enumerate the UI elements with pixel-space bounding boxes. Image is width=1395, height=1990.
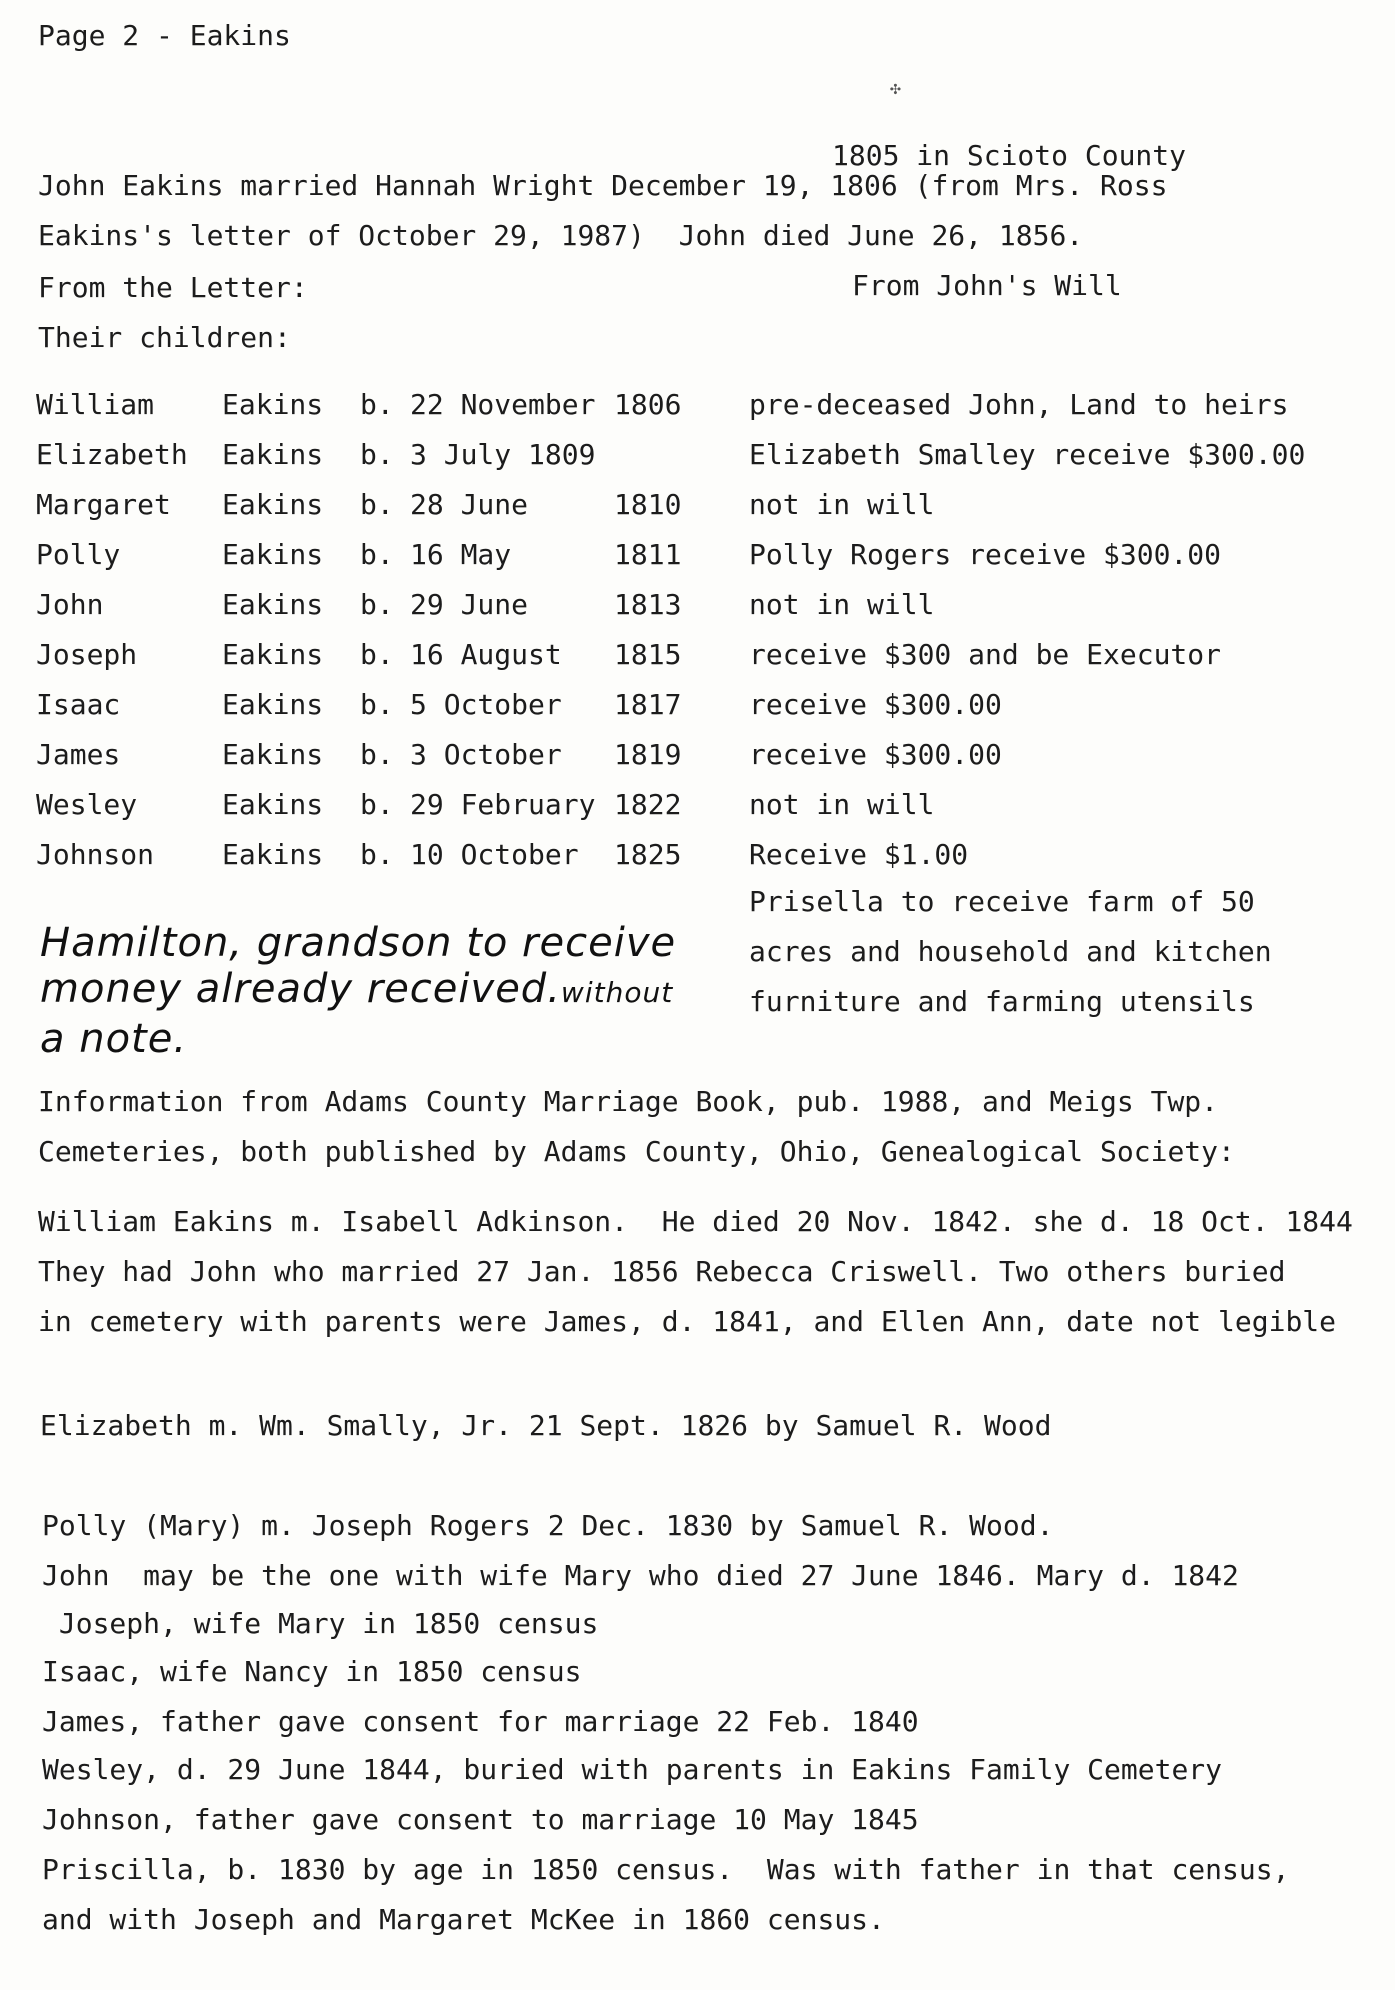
- william-line-2: They had John who married 27 Jan. 1856 Rebecca Criswell. Two others buried: [38, 1255, 1286, 1288]
- child-first-name: Margaret: [36, 488, 171, 521]
- child-last-name: Eakins: [222, 638, 324, 671]
- child-first-name: John: [36, 588, 104, 621]
- birth-year: 1810: [614, 488, 682, 521]
- william-line-1: William Eakins m. Isabell Adkinson. He died 20 Nov. 1842. she d. 18 Oct. 1844: [38, 1205, 1353, 1238]
- final-line-wesley: Wesley, d. 29 June 1844, buried with parents in Eakins Family Cemetery: [42, 1753, 1223, 1786]
- child-last-name: Eakins: [222, 388, 324, 421]
- intro-line-1: John Eakins married Hannah Wright December 19, 1806 (from Mrs. Ross: [38, 169, 1168, 202]
- child-first-name: Isaac: [36, 688, 121, 721]
- birth-date: 16 August: [410, 638, 562, 671]
- birth-date: 16 May: [410, 538, 512, 571]
- handwritten-line-2-small: without: [560, 976, 674, 1009]
- final-line-isaac: Isaac, wife Nancy in 1850 census: [42, 1655, 582, 1688]
- born-abbrev: b.: [360, 388, 394, 421]
- final-line-priscilla-cont: and with Joseph and Margaret McKee in 1860 census.: [42, 1903, 885, 1936]
- from-letter-label: From the Letter:: [38, 271, 308, 304]
- born-abbrev: b.: [360, 538, 394, 571]
- child-last-name: Eakins: [222, 438, 324, 471]
- birth-date: 29 February: [410, 788, 596, 821]
- will-note: Polly Rogers receive $300.00: [749, 538, 1222, 571]
- handwritten-line-1: Hamilton, grandson to receive: [40, 920, 677, 966]
- child-first-name: Elizabeth: [36, 438, 188, 471]
- sources-line-1: Information from Adams County Marriage Book, pub. 1988, and Meigs Twp.: [38, 1085, 1219, 1118]
- born-abbrev: b.: [360, 438, 394, 471]
- child-last-name: Eakins: [222, 838, 324, 871]
- born-abbrev: b.: [360, 738, 394, 771]
- final-line-priscilla: Priscilla, b. 1830 by age in 1850 census. Was with father in that census,: [42, 1853, 1290, 1886]
- will-note: not in will: [749, 588, 935, 621]
- final-line-john: John may be the one with wife Mary who died 27 June 1846. Mary d. 1842: [42, 1559, 1239, 1592]
- born-abbrev: b.: [360, 688, 394, 721]
- final-line-johnson: Johnson, father gave consent to marriage 10 May 1845: [42, 1803, 919, 1836]
- handwritten-line-2-text: money already received.: [40, 966, 561, 1012]
- elizabeth-line: Elizabeth m. Wm. Smally, Jr. 21 Sept. 1826 by Samuel R. Wood: [40, 1409, 1052, 1442]
- from-will-label: From John's Will: [852, 269, 1122, 302]
- their-children-label: Their children:: [38, 321, 291, 354]
- final-line-polly: Polly (Mary) m. Joseph Rogers 2 Dec. 1830 by Samuel R. Wood.: [42, 1509, 1054, 1542]
- born-abbrev: b.: [360, 838, 394, 871]
- birth-year: 1819: [614, 738, 682, 771]
- child-last-name: Eakins: [222, 488, 324, 521]
- birth-year: 1813: [614, 588, 682, 621]
- william-line-3: in cemetery with parents were James, d. 1841, and Ellen Ann, date not legible: [38, 1305, 1337, 1338]
- born-abbrev: b.: [360, 638, 394, 671]
- birth-date: 3 October: [410, 738, 562, 771]
- birth-date: 28 June: [410, 488, 529, 521]
- birth-year: 1811: [614, 538, 682, 571]
- born-abbrev: b.: [360, 488, 394, 521]
- child-last-name: Eakins: [222, 588, 324, 621]
- child-first-name: Johnson: [36, 838, 155, 871]
- final-line-james: James, father gave consent for marriage 22 Feb. 1840: [42, 1705, 919, 1738]
- birth-year: 1815: [614, 638, 682, 671]
- birth-year: 1806: [614, 388, 682, 421]
- will-note: not in will: [749, 788, 935, 821]
- birth-year: 1825: [614, 838, 682, 871]
- birth-year: 1822: [614, 788, 682, 821]
- ink-speck: ✣: [890, 78, 901, 99]
- child-last-name: Eakins: [222, 538, 324, 571]
- child-first-name: Wesley: [36, 788, 138, 821]
- child-first-name: Polly: [36, 538, 121, 571]
- will-note: not in will: [749, 488, 935, 521]
- birth-date: 29 June: [410, 588, 529, 621]
- priscella-will-line-2: acres and household and kitchen: [749, 935, 1272, 968]
- child-last-name: Eakins: [222, 738, 324, 771]
- will-note: receive $300.00: [749, 738, 1002, 771]
- will-note: Receive $1.00: [749, 838, 969, 871]
- will-note: receive $300.00: [749, 688, 1002, 721]
- child-first-name: Joseph: [36, 638, 138, 671]
- birth-year: 1817: [614, 688, 682, 721]
- will-note: pre-deceased John, Land to heirs: [749, 388, 1289, 421]
- insert-note: 1805 in Scioto County: [832, 139, 1187, 172]
- born-abbrev: b.: [360, 588, 394, 621]
- handwritten-line-3: a note.: [40, 1016, 188, 1062]
- birth-date: 5 October: [410, 688, 562, 721]
- priscella-will-line-3: furniture and farming utensils: [749, 985, 1255, 1018]
- handwritten-note: [40, 920, 676, 1062]
- birth-date: 22 November: [410, 388, 596, 421]
- page-label: Page 2 - Eakins: [38, 19, 291, 52]
- born-abbrev: b.: [360, 788, 394, 821]
- child-last-name: Eakins: [222, 688, 324, 721]
- child-first-name: James: [36, 738, 121, 771]
- child-first-name: William: [36, 388, 155, 421]
- final-line-joseph: Joseph, wife Mary in 1850 census: [42, 1607, 599, 1640]
- intro-line-2: Eakins's letter of October 29, 1987) John died June 26, 1856.: [38, 219, 1084, 252]
- priscella-will-line-1: Prisella to receive farm of 50: [749, 885, 1255, 918]
- sources-line-2: Cemeteries, both published by Adams County, Ohio, Genealogical Society:: [38, 1135, 1235, 1168]
- handwritten-line-2: [40, 966, 676, 1016]
- will-note: receive $300 and be Executor: [749, 638, 1222, 671]
- birth-date: 10 October: [410, 838, 579, 871]
- birth-date: 3 July 1809: [410, 438, 596, 471]
- child-last-name: Eakins: [222, 788, 324, 821]
- will-note: Elizabeth Smalley receive $300.00: [749, 438, 1306, 471]
